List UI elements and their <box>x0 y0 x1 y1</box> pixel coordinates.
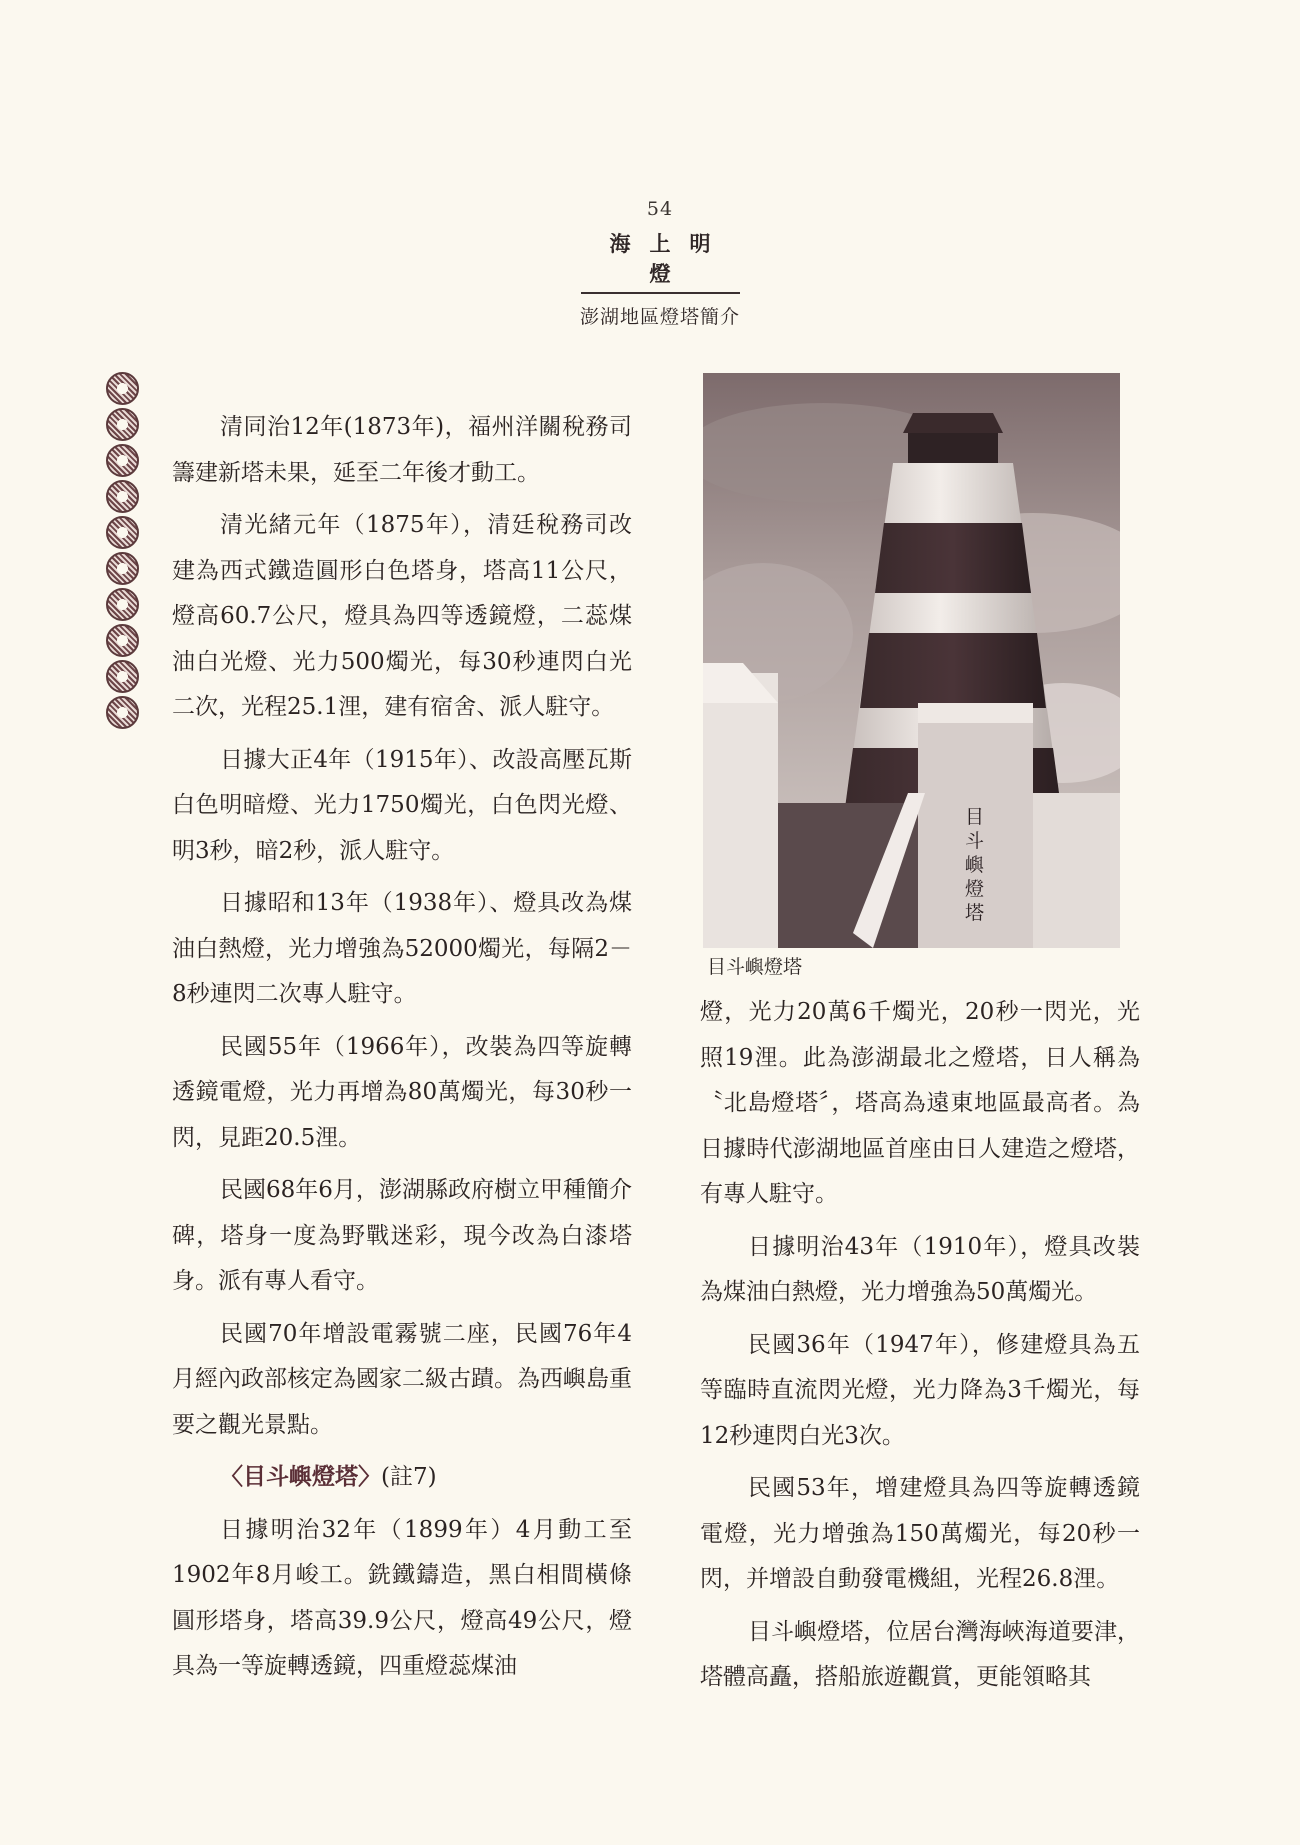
seal-ornament-icon <box>106 588 139 621</box>
lighthouse-photo <box>703 373 1120 948</box>
seal-ornament-icon <box>106 480 139 513</box>
seal-ornament-icon <box>106 552 139 585</box>
footnote-reference: (註7) <box>381 1464 437 1490</box>
series-title: 海上明燈 <box>581 228 740 294</box>
paragraph: 目斗嶼燈塔，位居台灣海峽海道要津，塔體高矗，搭船旅遊觀賞，更能領略其 <box>700 1618 1140 1690</box>
paragraph-continuation: 燈，光力20萬6千燭光，20秒一閃光，光照19浬。此為澎湖最北之燈塔，日人稱為〝北島燈塔〞，塔高為遠東地區最高者。為日據時代澎湖地區首座由日人建造之燈塔，有專人駐守。 <box>700 999 1140 1207</box>
paragraph: 民國68年6月，澎湖縣政府樹立甲種簡介碑，塔身一度為野戰迷彩，現今改為白漆塔身。派有專人看守。 <box>172 1177 632 1294</box>
subsection-heading <box>172 1455 632 1501</box>
paragraph: 清光緒元年（1875年），清廷稅務司改建為西式鐵造圓形白色塔身，塔高11公尺，燈高60.7公尺，燈具為四等透鏡燈，二蕊煤油白光燈、光力500燭光，每30秒連閃白光二次，光程25.1浬，建有宿舍、派人駐守。 <box>172 512 632 720</box>
lighthouse-illustration <box>703 373 1120 948</box>
paragraph: 日據昭和13年（1938年）、燈具改為煤油白熱燈，光力增強為52000燭光，每隔2－8秒連閃二次專人駐守。 <box>172 890 632 1007</box>
paragraph: 日據大正4年（1915年）、改設高壓瓦斯白色明暗燈、光力1750燭光，白色閃光燈、明3秒，暗2秒，派人駐守。 <box>172 746 632 864</box>
subheading-title: 〈目斗嶼燈塔〉 <box>220 1464 381 1490</box>
paragraph: 日據明治43年（1910年），燈具改裝為煤油白熱燈，光力增強為50萬燭光。 <box>700 1233 1140 1305</box>
paragraph: 民國55年（1966年），改裝為四等旋轉透鏡電燈，光力再增為80萬燭光，每30秒一閃，見距20.5浬。 <box>172 1033 632 1151</box>
right-text-column <box>700 990 1140 1708</box>
seal-ornament-icon <box>106 660 139 693</box>
seal-ornament-icon <box>106 372 139 405</box>
paragraph: 民國36年（1947年），修建燈具為五等臨時直流閃光燈，光力降為3千燭光，每12秒連閃白光3次。 <box>700 1331 1140 1449</box>
seal-ornament-icon <box>106 516 139 549</box>
seal-ornament-icon <box>106 696 139 729</box>
paragraph: 清同治12年(1873年)，福州洋關稅務司籌建新塔未果，延至二年後才動工。 <box>172 414 632 486</box>
seal-ornament-icon <box>106 408 139 441</box>
seal-ornament-icon <box>106 444 139 477</box>
page-number: 54 <box>646 198 674 220</box>
page-header <box>560 198 760 329</box>
section-title: 澎湖地區燈塔簡介 <box>579 306 740 328</box>
paragraph: 日據明治32年（1899年）4月動工至1902年8月峻工。銑鐵鑄造，黑白相間橫條圓形塔身，塔高39.9公尺，燈高49公尺，燈具為一等旋轉透鏡，四重燈蕊煤油 <box>172 1516 632 1679</box>
paragraph: 民國53年，增建燈具為四等旋轉透鏡電燈，光力增強為150萬燭光，每20秒一閃，并增設自動發電機組，光程26.8浬。 <box>700 1475 1140 1592</box>
decorative-seal-column <box>104 372 144 732</box>
photo-caption: 目斗嶼燈塔 <box>707 956 803 978</box>
paragraph: 民國70年增設電霧號二座，民國76年4月經內政部核定為國家二級古蹟。為西嶼島重要之觀光景點。 <box>172 1320 632 1438</box>
left-text-column <box>172 405 632 1697</box>
seal-ornament-icon <box>106 624 139 657</box>
sign-text-vertical: 目 斗 嶼 燈 塔 <box>965 806 985 924</box>
